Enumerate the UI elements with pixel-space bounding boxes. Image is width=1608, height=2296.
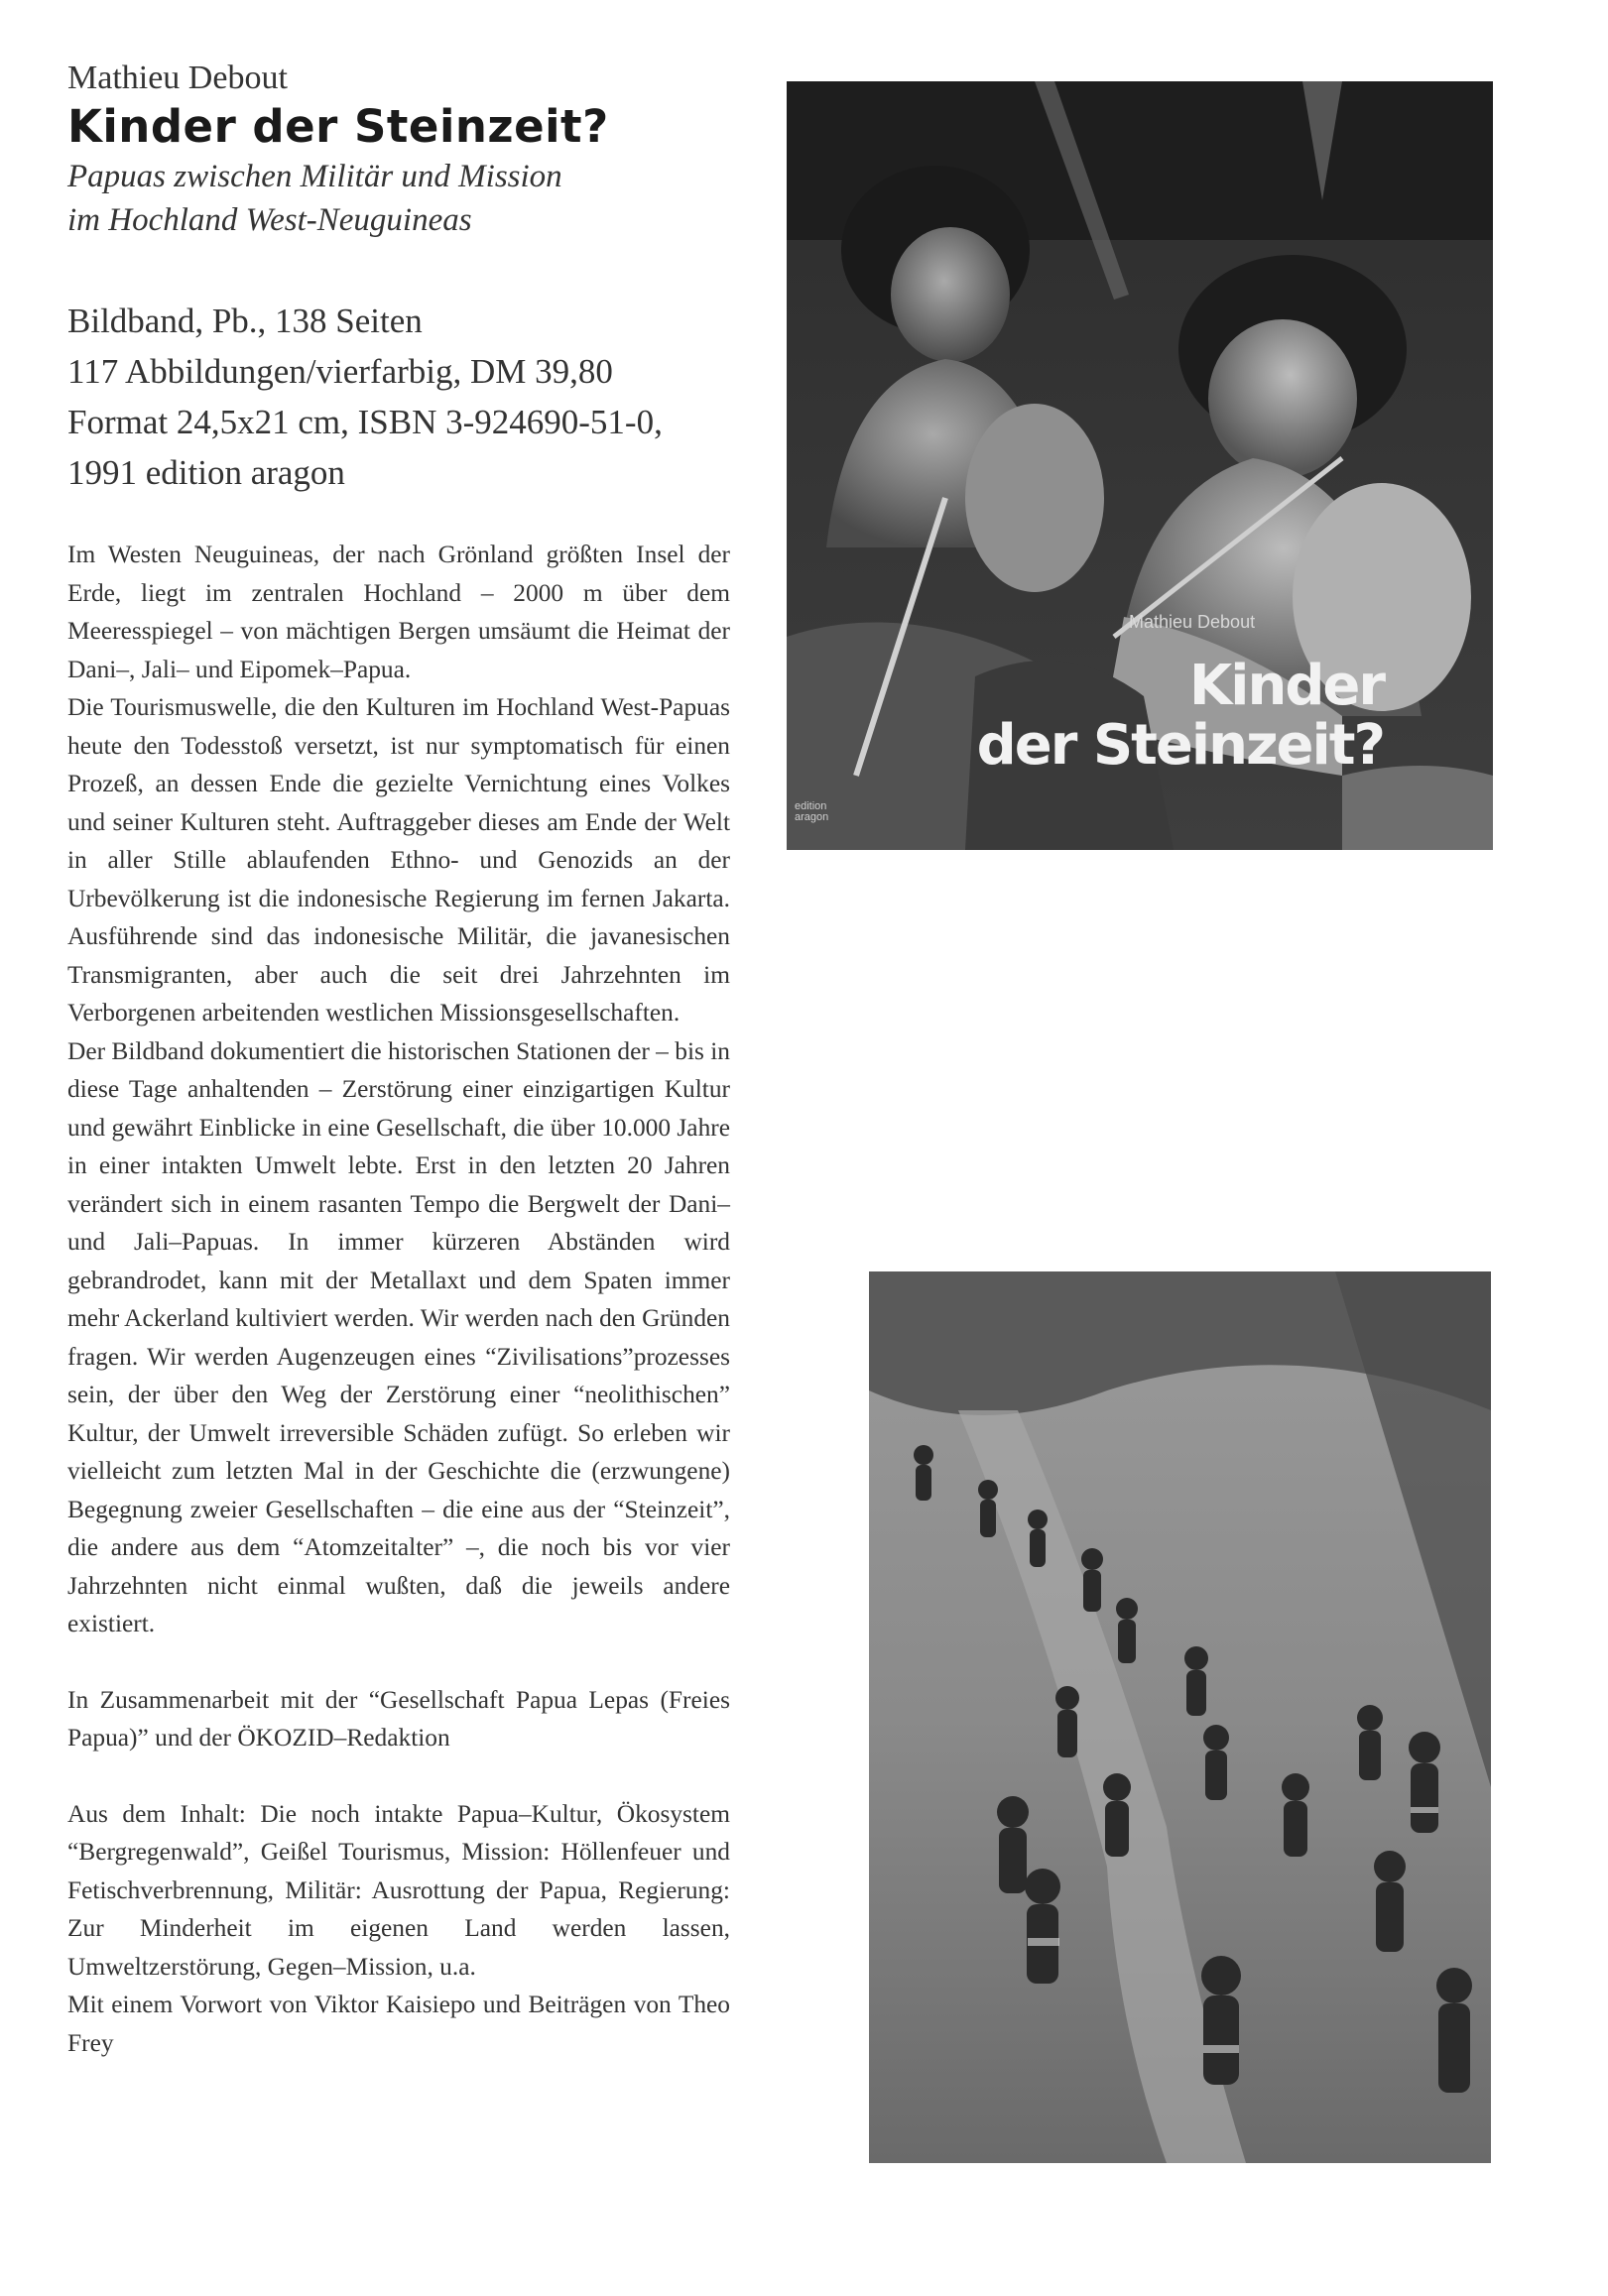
spec-size-isbn: Format 24,5x21 cm, ISBN 3-924690-51-0, bbox=[67, 403, 663, 441]
cover-publisher-line-1: edition bbox=[795, 800, 827, 812]
cover-title bbox=[976, 654, 1384, 778]
paragraph-contents: Aus dem Inhalt: Die noch intakte Papua–Kultur, Ökosystem “Bergregenwald”, Geißel Tourismus, Mission: Höllenfeuer und Fetischverbrennung, Militär: Ausrottung der Papua, Regierung: Zur Minderheit im eigenen Land werden lassen, Umweltzerstörung, Gegen–Mission, u.a. bbox=[67, 1799, 730, 1981]
cover-author: Mathieu Debout bbox=[1129, 612, 1256, 632]
spec-illustrations-price: 117 Abbildungen/vierfarbig, DM 39,80 bbox=[67, 352, 613, 391]
book-specs bbox=[67, 296, 730, 498]
paragraph-intro: Im Westen Neuguineas, der nach Grönland größten Insel der Erde, liegt im zentralen Hochland – 2000 m über dem Meeresspiegel – von mächtigen Bergen umsäumt die Heimat der Dani–, Jali– und Eipomek–Papua. bbox=[67, 541, 730, 683]
spec-format-pages: Bildband, Pb., 138 Seiten bbox=[67, 302, 423, 340]
photo-children-running bbox=[869, 1271, 1491, 2163]
paragraph-documentation: Der Bildband dokumentiert die historischen Stationen der – bis in diese Tage anhaltenden – Zerstörung einer einzigartigen Kultur und gewährt Einblicke in eine Gesellschaft, die über 10.000 Jahre in einer intakten Umwelt lebte. Erst in den letzten 20 Jahren verändert sich in einem rasanten Tempo die Bergwelt der Dani– und Jali–Papuas. In immer kürzeren Abständen wird gebrandrodet, kann mit der Metallaxt und dem Spaten immer mehr Ackerland kultiviert werden. Wir werden nach den Gründen fragen. Wir werden Augenzeugen eines “Zivilisations”prozesses sein, der über den Weg der Zerstörung einer “neolithischen” Kultur, der Umwelt irreversible Schäden zufügt. So erleben wir vielleicht zum letzten Mal in der Geschichte die (erzwungene) Begegnung zweier Gesellschaften – die eine aus der “Steinzeit”, die andere aus dem “Atomzeitalter” –, die noch bis vor vier Jahrzehnten nicht einmal wußten, daß die jeweils andere existiert. bbox=[67, 1036, 730, 1637]
paragraph-tourism: Die Tourismuswelle, die den Kulturen im Hochland West-Papuas heute den Todesstoß versetzt, ist nur symptomatisch für einen Prozeß, an dessen Ende die gezielte Vernichtung eines Volkes und seiner Kulturen steht. Auftraggeber dieses am Ende der Welt in aller Stille ablaufenden Ethno- und Genozids an der Urbevölkerung ist die indonesische Regierung im fernen Jakarta. Ausführende sind das indonesische Militär, die javanesischen Transmigranten, aber auch die seit drei Jahrzehnten im Verborgenen arbeitenden westlichen Missionsgesellschaften. bbox=[67, 693, 730, 1027]
paragraph-foreword: Mit einem Vorwort von Viktor Kaisiepo und Beiträgen von Theo Frey bbox=[67, 1991, 730, 2057]
book-cover-image bbox=[787, 81, 1493, 850]
cover-title-line-1: Kinder bbox=[1188, 654, 1384, 718]
subtitle-line-1: Papuas zwischen Militär und Mission bbox=[67, 159, 562, 194]
running-children-photo bbox=[869, 1271, 1491, 2163]
paragraph-cooperation: In Zusammenarbeit mit der “Gesellschaft Papua Lepas (Freies Papua)” und der ÖKOZID–Redaktion bbox=[67, 1685, 730, 1752]
author-name: Mathieu Debout bbox=[67, 60, 288, 96]
spec-year-publisher: 1991 edition aragon bbox=[67, 453, 345, 492]
cover-publisher-line-2: aragon bbox=[795, 811, 829, 823]
cover-publisher bbox=[795, 801, 844, 823]
subtitle-line-2: im Hochland West-Neuguineas bbox=[67, 202, 472, 238]
description bbox=[67, 536, 730, 2062]
book-title: Kinder der Steinzeit? bbox=[67, 100, 609, 153]
text-column bbox=[67, 58, 730, 2062]
cover-title-line-2: der Steinzeit? bbox=[976, 713, 1384, 778]
